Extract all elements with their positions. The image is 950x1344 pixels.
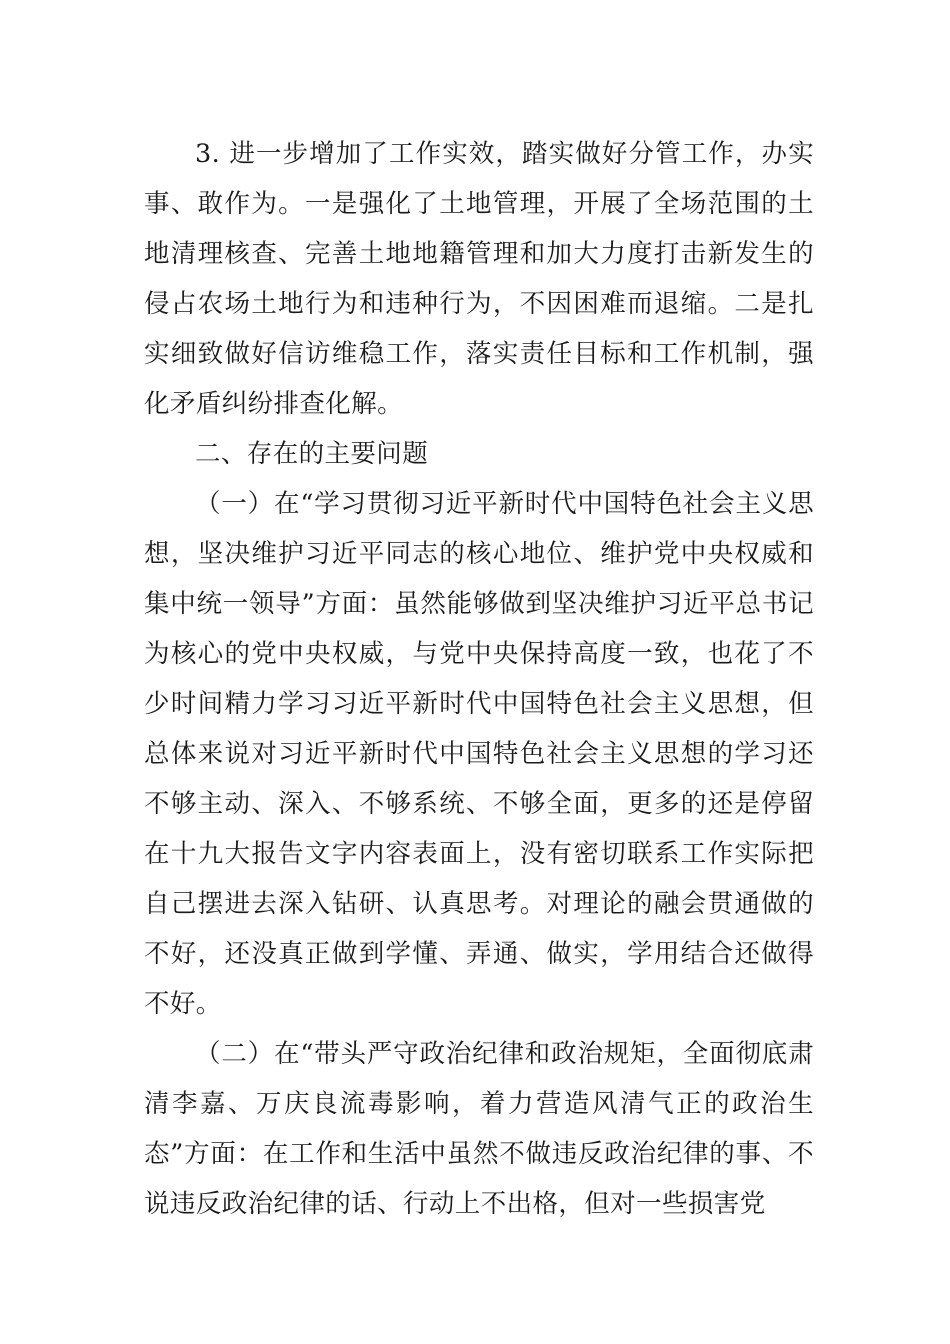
paragraph-work-effectiveness: 3. 进一步增加了工作实效，踏实做好分管工作，办实事、敢作为。一是强化了土地管理，开展了全场范围的土地清理核查、完善土地地籍管理和加大力度打击新发生的侵占农场土地行为和违种行为，不因困难而退缩。二是扎实细致做好信访维稳工作，落实责任目标和工作机制，强化矛盾纠纷排查化解。 <box>144 139 814 419</box>
document-body <box>144 129 814 1229</box>
section-heading-main-problems: 二、存在的主要问题 <box>195 439 429 469</box>
paragraph-problem-one: （一）在“学习贯彻习近平新时代中国特色社会主义思想，坚决维护习近平同志的核心地位、维护党中央权威和集中统一领导”方面：虽然能够做到坚决维护习近平总书记为核心的党中央权威，与党中央保持高度一致，也花了不少时间精力学习习近平新时代中国特色社会主义思想，但总体来说对习近平新时代中国特色社会主义思想的学习还不够主动、深入、不够系统、不够全面，更多的还是停留在十九大报告文字内容表面上，没有密切联系工作实际把自己摆进去深入钻研、认真思考。对理论的融会贯通做的不好，还没真正做到学懂、弄通、做实，学用结合还做得不好。 <box>144 489 814 1019</box>
paragraph-problem-two: （二）在“带头严守政治纪律和政治规矩，全面彻底肃清李嘉、万庆良流毒影响，着力营造风清气正的政治生态”方面：在工作和生活中虽然不做违反政治纪律的事、不说违反政治纪律的话、行动上不出格，但对一些损害党 <box>144 1039 814 1219</box>
